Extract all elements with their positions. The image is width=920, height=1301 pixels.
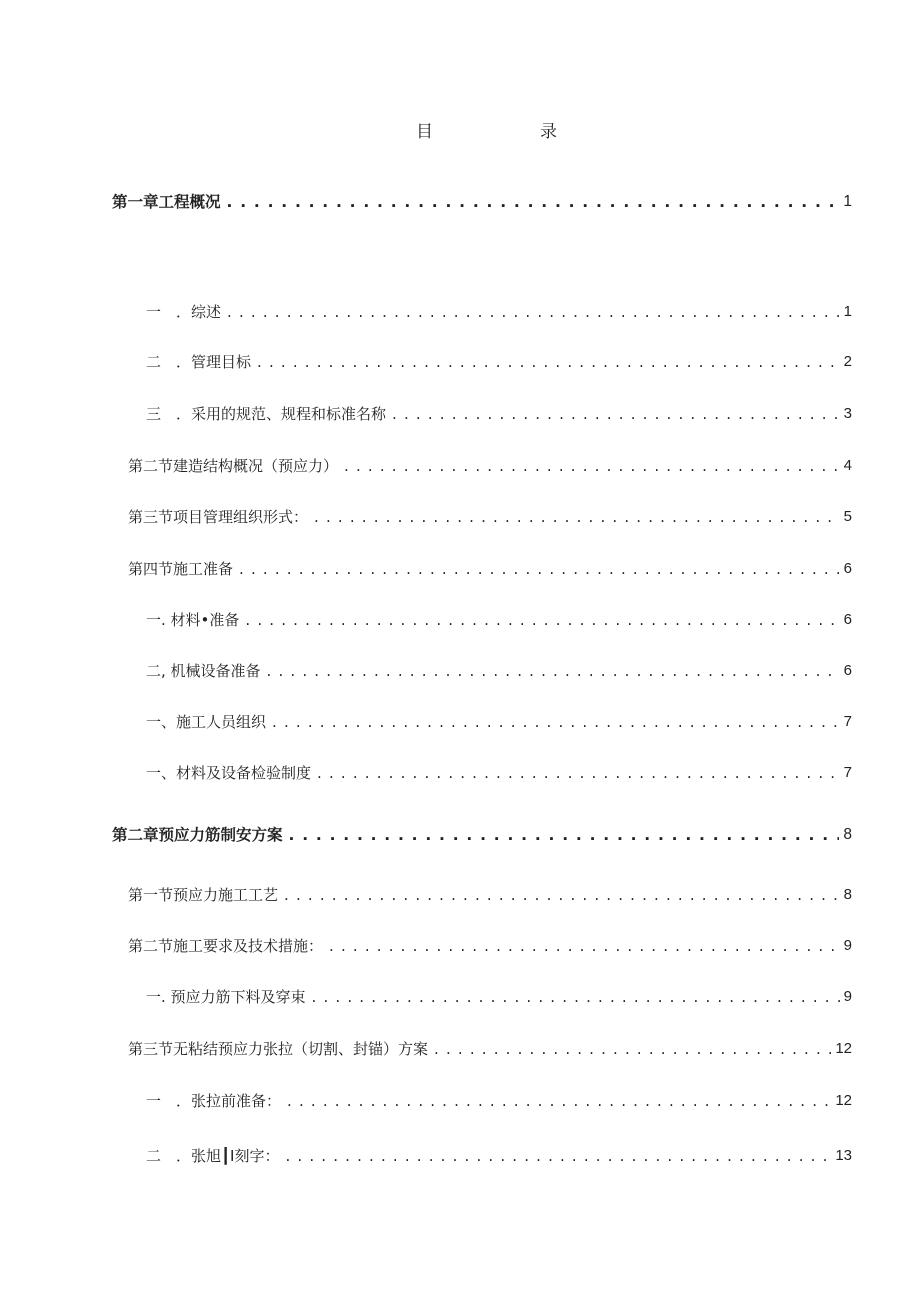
toc-title-right: 录 xyxy=(540,122,557,142)
toc-leader-dots xyxy=(257,351,840,373)
toc-leader-dots xyxy=(284,884,840,906)
toc-entry-text: 第三节项目管理组织形式： xyxy=(128,508,309,526)
toc-leader-dots xyxy=(392,403,840,425)
toc-entry[interactable] xyxy=(146,986,852,1008)
toc-entry-text: 一 ．张拉前准备： xyxy=(146,1092,282,1110)
toc-page-number: 9 xyxy=(843,988,852,1005)
toc-page-number: 1 xyxy=(843,193,852,210)
toc-entry-text: 一、施工人员组织 xyxy=(146,713,267,731)
toc-page-number: 4 xyxy=(843,457,852,474)
toc-page-number: 2 xyxy=(843,353,852,370)
toc-entry-chapter-1[interactable] xyxy=(112,191,852,213)
toc-page-number: 3 xyxy=(843,405,852,422)
toc-entry-text: 第三节无粘结预应力张拉（切割、封锚）方案 xyxy=(128,1040,429,1058)
toc-entry[interactable] xyxy=(128,506,852,528)
toc-leader-dots xyxy=(312,986,840,1008)
toc-entry-text: 一. 预应力筋下料及穿束 xyxy=(146,988,306,1006)
toc-entry[interactable] xyxy=(146,1145,852,1167)
toc-page-number: 6 xyxy=(843,560,852,577)
toc-entry-text: 三 ．采用的规范、规程和标准名称 xyxy=(146,405,387,423)
toc-entry[interactable] xyxy=(146,609,852,631)
toc-leader-dots xyxy=(289,824,840,846)
toc-page-number: 8 xyxy=(843,826,852,843)
toc-entry-chapter-2[interactable] xyxy=(112,824,852,846)
toc-leader-dots xyxy=(329,935,840,957)
toc-entry-text: 第二节施工要求及技术措施： xyxy=(128,937,324,955)
toc-page-number: 6 xyxy=(843,611,852,628)
toc-leader-dots xyxy=(227,301,840,323)
toc-page-number: 7 xyxy=(843,764,852,781)
toc-entry-text: 一 ．综述 xyxy=(146,303,222,321)
toc-entry-text: 第一章工程概况 xyxy=(112,193,221,211)
toc-entry-text: 二, 机械设备准备 xyxy=(146,662,261,680)
toc-entry[interactable] xyxy=(128,884,852,906)
toc-entry-text: 一. 材料•准备 xyxy=(146,611,240,629)
toc-page-number: 12 xyxy=(835,1092,852,1109)
toc-entry-text: 第四节施工准备 xyxy=(128,560,234,578)
toc-entry[interactable] xyxy=(146,301,852,323)
toc-page-number: 5 xyxy=(843,508,852,525)
toc-entry[interactable] xyxy=(146,403,852,425)
toc-leader-dots xyxy=(267,660,840,682)
toc-title-left: 目 xyxy=(416,122,433,142)
toc-entry[interactable] xyxy=(146,660,852,682)
toc-leader-dots xyxy=(245,609,839,631)
toc-page-number: 8 xyxy=(843,886,852,903)
toc-entry[interactable] xyxy=(146,762,852,784)
toc-entry-text: 第二节建造结构概况（预应力） xyxy=(128,457,339,475)
toc-entry[interactable] xyxy=(128,455,852,477)
toc-entry[interactable] xyxy=(146,1090,852,1112)
toc-entry-text: 一、材料及设备检验制度 xyxy=(146,764,312,782)
toc-entry-text: 第一节预应力施工工艺 xyxy=(128,886,279,904)
toc-leader-dots xyxy=(227,191,840,213)
toc-leader-dots xyxy=(285,1145,831,1167)
toc-page-number: 9 xyxy=(843,937,852,954)
toc-entry-text: 二 ．管理目标 xyxy=(146,353,252,371)
toc-page-number: 7 xyxy=(843,713,852,730)
toc-page-number: 12 xyxy=(835,1040,852,1057)
toc-entry[interactable] xyxy=(128,558,852,580)
toc-leader-dots xyxy=(272,711,840,733)
toc-entry-text: 二 ．张旭┃Ⅰ刻字： xyxy=(146,1147,280,1165)
toc-page-number: 13 xyxy=(835,1147,852,1164)
toc-leader-dots xyxy=(287,1090,831,1112)
toc-entry[interactable] xyxy=(146,711,852,733)
toc-entry[interactable] xyxy=(128,935,852,957)
toc-leader-dots xyxy=(344,455,840,477)
toc-page-number: 6 xyxy=(843,662,852,679)
toc-entry[interactable] xyxy=(128,1038,852,1060)
toc-entry[interactable] xyxy=(146,351,852,373)
toc-leader-dots xyxy=(317,762,840,784)
toc-leader-dots xyxy=(434,1038,831,1060)
toc-leader-dots xyxy=(314,506,840,528)
toc-leader-dots xyxy=(239,558,840,580)
toc-page-number: 1 xyxy=(843,303,852,320)
toc-entry-text: 第二章预应力筋制安方案 xyxy=(112,826,283,844)
